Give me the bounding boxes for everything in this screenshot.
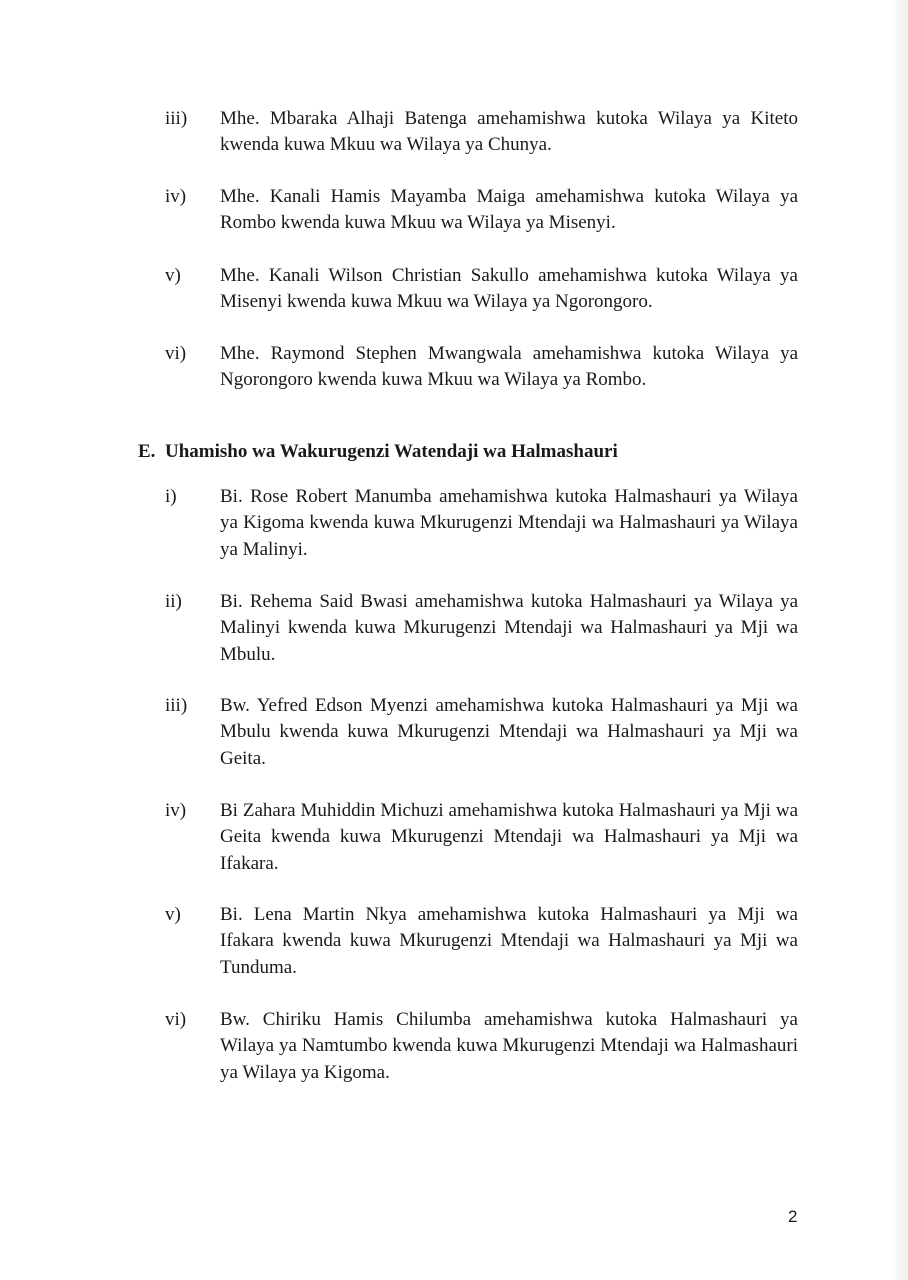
list-item-numeral: iii) [165, 108, 188, 129]
list-item-text: Bi. Lena Martin Nkya amehamishwa kutoka Halmashauri ya Mji wa Ifakara kwenda kuwa Mkurugenzi Mtendaji wa Halmashauri ya Mji wa Tunduma. [220, 904, 798, 978]
list-item-text: Mhe. Kanali Wilson Christian Sakullo amehamishwa kutoka Wilaya ya Misenyi kwenda kuwa Mkuu wa Wilaya ya Ngorongoro. [220, 265, 798, 313]
list-item-numeral: iii) [165, 695, 188, 716]
section-letter: E. [138, 441, 156, 462]
list-item-text: Bi. Rose Robert Manumba amehamishwa kutoka Halmashauri ya Wilaya ya Kigoma kwenda kuwa Mkurugenzi Mtendaji wa Halmashauri ya Wilaya ya Malinyi. [220, 486, 798, 560]
list-item-numeral: v) [165, 904, 181, 925]
list-item-text: Mhe. Mbaraka Alhaji Batenga amehamishwa kutoka Wilaya ya Kiteto kwenda kuwa Mkuu wa Wilaya ya Chunya. [220, 108, 798, 156]
list-item-numeral: v) [165, 265, 181, 286]
page-number: 2 [788, 1207, 798, 1226]
list-item-text: Bw. Chiriku Hamis Chilumba amehamishwa kutoka Halmashauri ya Wilaya ya Namtumbo kwenda kuwa Mkurugenzi Mtendaji wa Halmashauri ya Wilaya ya Kigoma. [220, 1009, 798, 1083]
list-item-text: Mhe. Raymond Stephen Mwangwala amehamishwa kutoka Wilaya ya Ngorongoro kwenda kuwa Mkuu wa Wilaya ya Rombo. [220, 343, 798, 391]
page-edge-shadow [890, 0, 908, 1280]
list-item-text: Mhe. Kanali Hamis Mayamba Maiga amehamishwa kutoka Wilaya ya Rombo kwenda kuwa Mkuu wa Wilaya ya Misenyi. [220, 186, 798, 234]
list-item-text: Bw. Yefred Edson Myenzi amehamishwa kutoka Halmashauri ya Mji wa Mbulu kwenda kuwa Mkurugenzi Mtendaji wa Halmashauri ya Mji wa Geita. [220, 695, 798, 769]
list-item-numeral: ii) [165, 591, 182, 612]
list-item-text: Bi. Rehema Said Bwasi amehamishwa kutoka Halmashauri ya Wilaya ya Malinyi kwenda kuwa Mkurugenzi Mtendaji wa Halmashauri ya Mji wa Mbulu. [220, 591, 798, 665]
list-item-numeral: vi) [165, 343, 187, 364]
list-item-text: Bi Zahara Muhiddin Michuzi amehamishwa kutoka Halmashauri ya Mji wa Geita kwenda kuwa Mkurugenzi Mtendaji wa Halmashauri ya Mji wa Ifakara. [220, 800, 798, 874]
list-item-numeral: iv) [165, 186, 187, 207]
section-title: Uhamisho wa Wakurugenzi Watendaji wa Halmashauri [165, 441, 618, 462]
list-item-numeral: i) [165, 486, 177, 507]
list-item-numeral: iv) [165, 800, 187, 821]
list-item-numeral: vi) [165, 1009, 187, 1030]
